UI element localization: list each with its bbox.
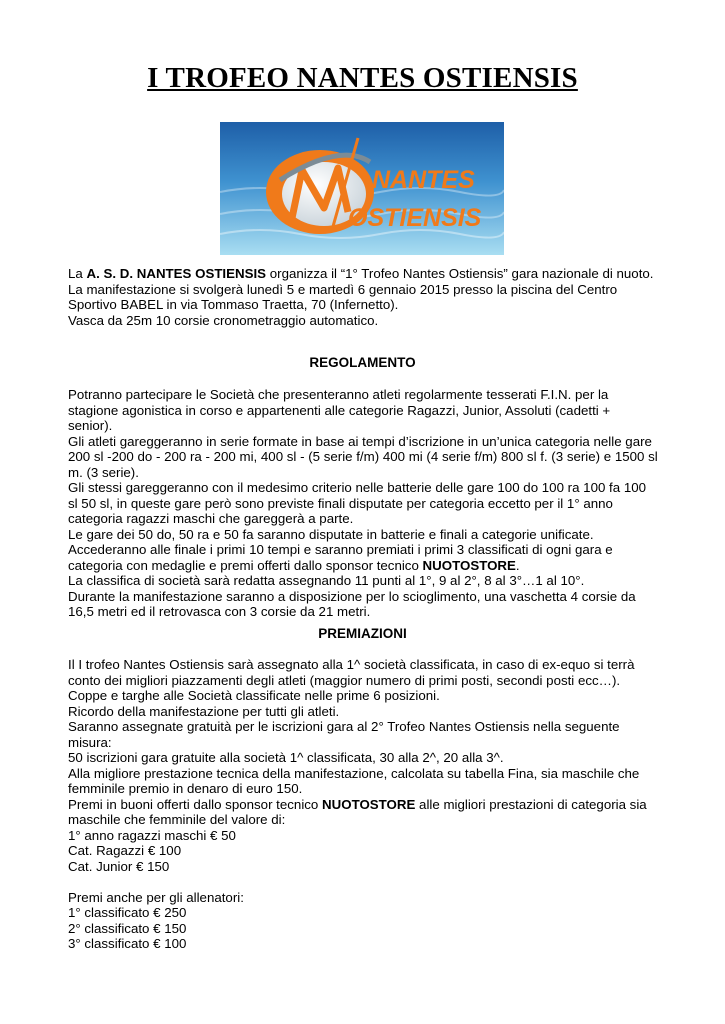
premiazioni-paragraph: Il I trofeo Nantes Ostiensis sarà assegnato alla 1^ società classificata, in caso di ex-equo si terrà conto dei migliori piazzamenti degli atleti (maggior numero di primi posti, secondi posti ecc…). (68, 657, 635, 688)
prize-line: 1° anno ragazzi maschi € 50 (68, 827, 236, 843)
organizer-name: A. S. D. NANTES OSTIENSIS (86, 266, 267, 281)
regolamento-paragraph: La classifica di società sarà redatta assegnando 11 punti al 1°, 9 al 2°, 8 al 3°…1 al 10°. (68, 573, 585, 588)
intro-paragraph: Vasca da 25m 10 corsie cronometraggio automatico. (68, 312, 379, 328)
premiazioni-text: Premi in buoni offerti dallo sponsor tecnico (68, 796, 323, 812)
premiazioni-section (68, 657, 658, 952)
regolamento-paragraph: Durante la manifestazione saranno a disposizione per lo scioglimento, una vaschetta 4 corsie da 16,5 metri ed il retrovasca con 3 corsie da 21 metri. (68, 588, 636, 619)
coach-prize-line: 1° classificato € 250 (68, 905, 187, 920)
prize-line: Cat. Junior € 150 (68, 858, 170, 874)
prize-line: Cat. Ragazzi € 100 (68, 843, 182, 858)
logo-text-line1: NANTES (372, 166, 475, 194)
intro-text: La (68, 266, 87, 281)
regolamento-text: . (515, 557, 520, 573)
regolamento-paragraph (68, 542, 658, 573)
sponsor-name: NUOTOSTORE (322, 796, 416, 812)
logo-text-line2: OSTIENSIS (348, 204, 482, 232)
coach-prize-line: 2° classificato € 150 (68, 920, 187, 936)
premiazioni-paragraph: Coppe e targhe alle Società classificate nelle prime 6 posizioni. (68, 688, 440, 703)
coach-prize-line: 3° classificato € 100 (68, 936, 187, 951)
regolamento-heading: REGOLAMENTO (309, 355, 416, 370)
premiazioni-paragraph: Alla migliore prestazione tecnica della manifestazione, calcolata su tabella Fina, sia maschile che femminile premio in denaro di euro 150. (68, 765, 640, 796)
intro-paragraph (68, 266, 658, 282)
regolamento-paragraph: Potranno partecipare le Società che presenteranno atleti regolarmente tesserati F.I.N. per la stagione agonistica in corso e appartenenti alle categorie Ragazzi, Junior, Assoluti (cadetti + senior). (68, 387, 611, 433)
regolamento-text: Accederanno alle finale i primi 10 tempi e saranno premiati i primi 3 classificati di ogni gara e categoria con medaglie e premi offerti dallo sponsor tecnico (68, 542, 613, 573)
intro-section (68, 266, 658, 328)
club-logo-graphic (220, 122, 504, 255)
regolamento-section (68, 387, 658, 620)
premiazioni-paragraph: 50 iscrizioni gara gratuite alla società 1^ classificata, 30 alla 2^, 20 alla 3^. (68, 750, 504, 765)
sponsor-name: NUOTOSTORE (422, 557, 516, 573)
blank-line (68, 874, 658, 890)
intro-text: organizza il “1° Trofeo Nantes Ostiensis” gara nazionale di nuoto. (266, 266, 654, 281)
regolamento-paragraph: Gli stessi gareggeranno con il medesimo criterio nelle batterie delle gare 100 do 100 ra 100 fa 100 sl 50 sl, in queste gare però sono previste finali disputate per categoria eccetto per il 1° anno categoria ragazzi maschi che gareggerà a parte. (68, 480, 647, 526)
premiazioni-paragraph: Ricordo della manifestazione per tutti gli atleti. (68, 703, 340, 719)
coaches-heading: Premi anche per gli allenatori: (68, 889, 244, 905)
premiazioni-heading: PREMIAZIONI (318, 626, 407, 641)
premiazioni-paragraph: Saranno assegnate gratuità per le iscrizioni gara al 2° Trofeo Nantes Ostiensis nella seguente misura: (68, 719, 620, 750)
regolamento-paragraph: Le gare dei 50 do, 50 ra e 50 fa saranno disputate in batterie e finali a categorie unificate. (68, 526, 594, 542)
page-title: I TROFEO NANTES OSTIENSIS (147, 62, 578, 94)
intro-paragraph: La manifestazione si svolgerà lunedì 5 e martedì 6 gennaio 2015 presso la piscina del Centro Sportivo BABEL in via Tommaso Traetta, 70 (Infernetto). (68, 281, 618, 312)
regolamento-paragraph: Gli atleti gareggeranno in serie formate in base ai tempi d’iscrizione in un’unica categoria nelle gare 200 sl -200 do - 200 ra - 200 mi, 400 sl - (5 serie f/m) 400 mi (4 serie f/m) 800 sl f. (3 serie) e 1500 sl m. (3 serie). (68, 433, 658, 480)
premiazioni-text: alle migliori prestazioni di categoria sia maschile che femminile del valore di: (68, 796, 647, 827)
club-logo (220, 122, 504, 255)
premiazioni-paragraph (68, 797, 658, 828)
